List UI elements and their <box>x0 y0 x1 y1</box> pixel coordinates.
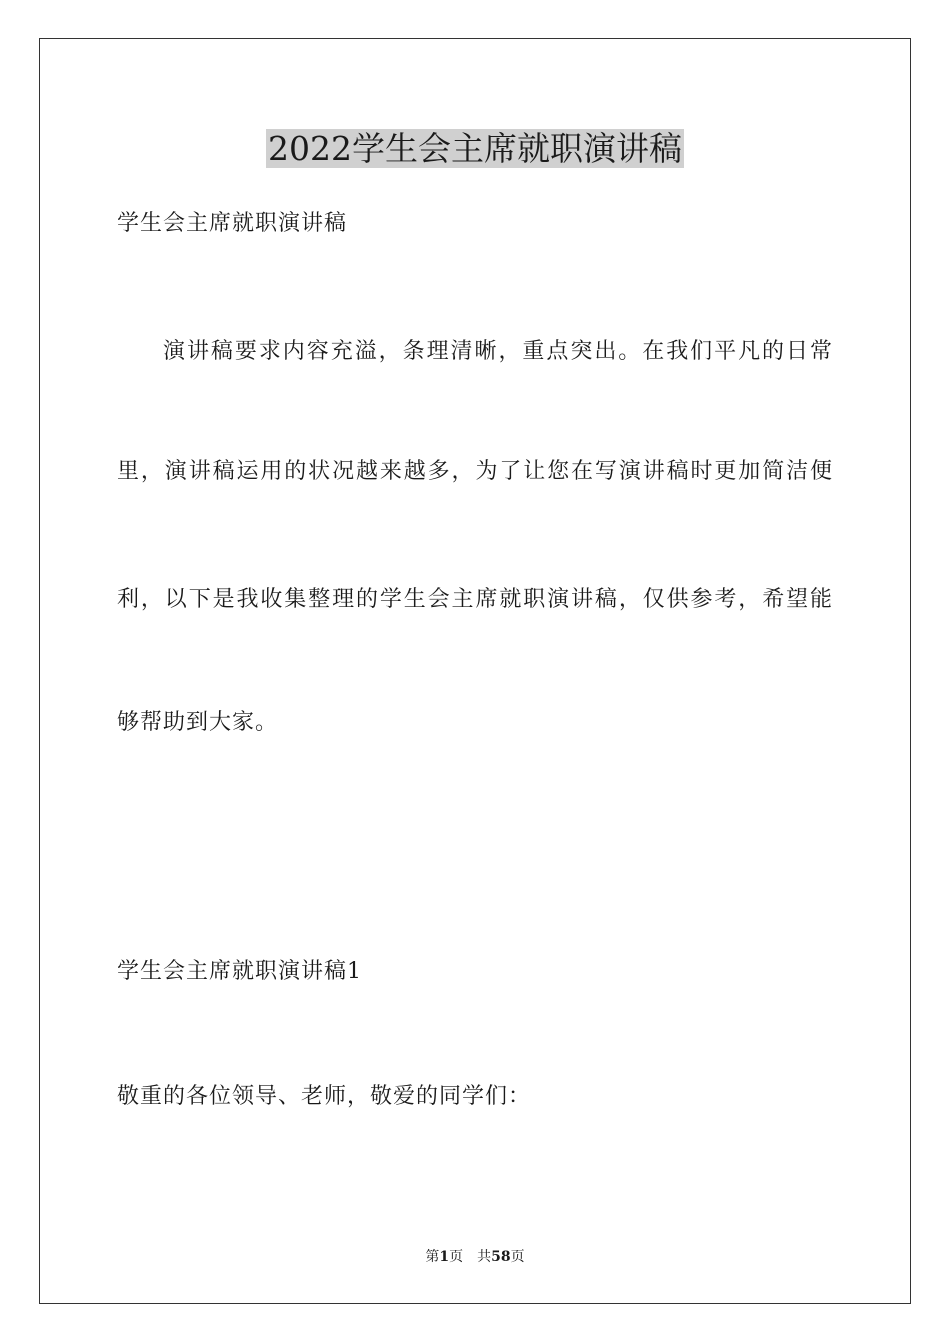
document-title <box>0 124 950 174</box>
intro-line-2: 里，演讲稿运用的状况越来越多，为了让您在写演讲稿时更加简洁便 <box>117 459 833 484</box>
total-suffix: 页 <box>510 1249 525 1265</box>
intro-line-4: 够帮助到大家。 <box>117 710 279 735</box>
page-total: 58 <box>491 1249 511 1265</box>
page-suffix: 页 <box>449 1249 464 1265</box>
document-subtitle: 学生会主席就职演讲稿 <box>117 211 348 236</box>
page-prefix: 第 <box>425 1249 440 1265</box>
document-title-text: 2022学生会主席就职演讲稿 <box>268 129 682 168</box>
intro-line-1: 演讲稿要求内容充溢，条理清晰，重点突出。在我们平凡的日常 <box>163 339 833 364</box>
total-prefix: 共 <box>477 1249 492 1265</box>
intro-line-3: 利，以下是我收集整理的学生会主席就职演讲稿，仅供参考，希望能 <box>117 587 833 612</box>
page-current: 1 <box>439 1249 450 1265</box>
page-footer <box>0 1248 950 1266</box>
section-heading: 学生会主席就职演讲稿1 <box>117 959 362 984</box>
salutation: 敬重的各位领导、老师，敬爱的同学们： <box>117 1084 532 1109</box>
